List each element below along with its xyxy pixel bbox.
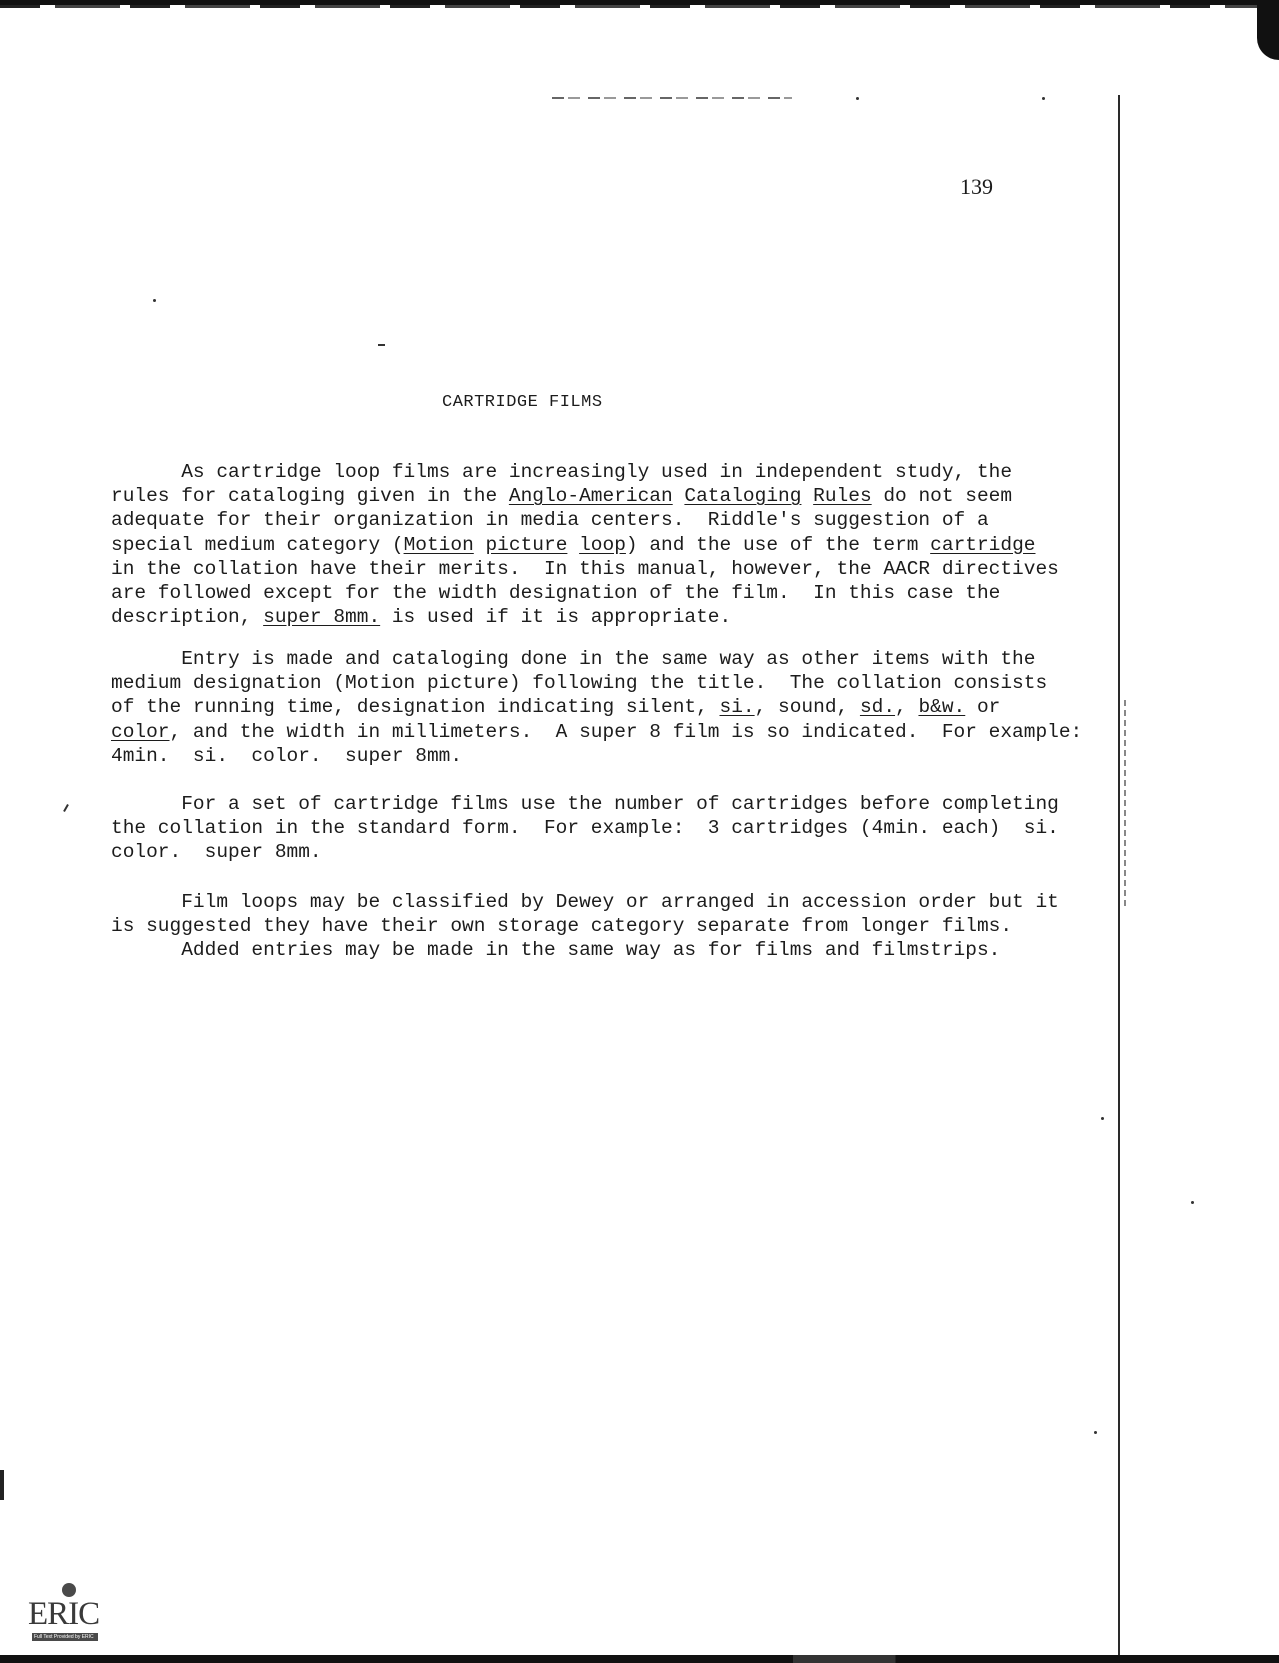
scan-speck [1094,1431,1097,1434]
eric-logo-subtext: Full Text Provided by ERIC [34,1634,94,1640]
text-run: , [895,696,919,719]
text-line [111,557,1059,581]
text-line [111,816,1059,840]
text-line [111,605,731,629]
text-run: Added entries may be made in the same way as for films and filmstrips. [111,939,1001,961]
text-run: is used if it is appropriate. [380,606,732,629]
scan-line-right [1118,95,1120,1655]
scan-smudge-top [552,97,792,99]
scan-speck [378,344,385,346]
text-run: 4min. si. color. super 8mm. [111,744,463,767]
text-run: are followed except for the width designation of the film. In this case the [111,582,1001,604]
text-line [111,890,1059,914]
text-run: special medium category ( [111,533,404,556]
text-line [111,647,1035,671]
text-line [111,533,1036,557]
page-title: CARTRIDGE FILMS [442,393,603,412]
text-run: medium designation (Motion picture) following the title. The collation consists [111,672,1048,695]
text-run: adequate for their organization in media centers. Riddle's suggestion of a [111,509,989,532]
text-run: , sound, [754,696,860,719]
scan-border-bottom [0,1655,1279,1663]
text-run: , and the width in millimeters. A super 8 film is so indicated. For example: [169,720,1083,743]
eric-figure-icon [62,1583,76,1597]
underlined-term: Anglo-American [508,485,673,508]
text-line [111,914,1012,938]
scan-speck [1042,97,1045,100]
eric-logo-text: ERIC [28,1596,100,1632]
text-run: Film loops may be classified by Dewey or arranged in accession order but it [111,891,1059,913]
text-run: As cartridge loop films are increasingly used in independent study, the [111,461,1013,483]
text-line [111,744,462,768]
scan-speck [1191,1201,1194,1204]
text-line [111,581,1000,605]
text-run: color. super 8mm. [111,841,322,864]
eric-logo [28,1583,106,1643]
text-run: is suggested they have their own storage category separate from longer films. [111,915,1013,938]
underlined-term: Rules [813,485,872,508]
text-line [111,720,1082,744]
text-run: rules for cataloging given in the [111,485,509,508]
text-run: ) and the use of the term [625,533,931,556]
text-line [111,484,1012,508]
underlined-term: si. [719,696,755,719]
text-line [111,695,1000,719]
text-line [111,460,1012,484]
page-number: 139 [960,174,993,199]
text-line [111,938,1000,962]
underlined-term: sd. [859,696,896,719]
text-run [801,485,813,507]
underlined-term: cartridge [930,533,1036,556]
text-run: the collation in the standard form. For example: 3 cartridges (4min. each) si. [111,817,1059,840]
underlined-term: Motion [403,533,474,556]
scan-speck [63,804,69,812]
text-line [111,792,1059,816]
scan-mark-left [0,1470,4,1500]
underlined-term: color [111,720,170,743]
text-line [111,671,1047,695]
scan-speck [1101,1117,1104,1120]
text-run [673,485,685,507]
scan-line-right-faint [1124,700,1126,910]
text-run: For a set of cartridge films use the number of cartridges before completing [111,793,1059,815]
text-line [111,508,989,532]
text-run [474,534,486,556]
text-run: description, [111,606,264,629]
text-run: Entry is made and cataloging done in the same way as other items with the [111,648,1036,670]
scan-speck [153,299,156,302]
underlined-term: picture [485,533,568,556]
text-run: or [965,696,1001,719]
scan-speck [856,97,859,100]
text-run: in the collation have their merits. In this manual, however, the AACR directives [111,557,1059,580]
scan-corner-top-right [1257,0,1279,60]
text-line [111,840,322,864]
text-run: do not seem [871,485,1013,508]
scan-border-top-edge [0,5,1279,8]
underlined-term: b&w. [918,696,966,719]
text-run [567,534,579,556]
underlined-term: loop [579,533,626,556]
underlined-term: super 8mm. [263,606,381,629]
underlined-term: Cataloging [684,485,802,508]
text-run: of the running time, designation indicating silent, [111,696,720,719]
